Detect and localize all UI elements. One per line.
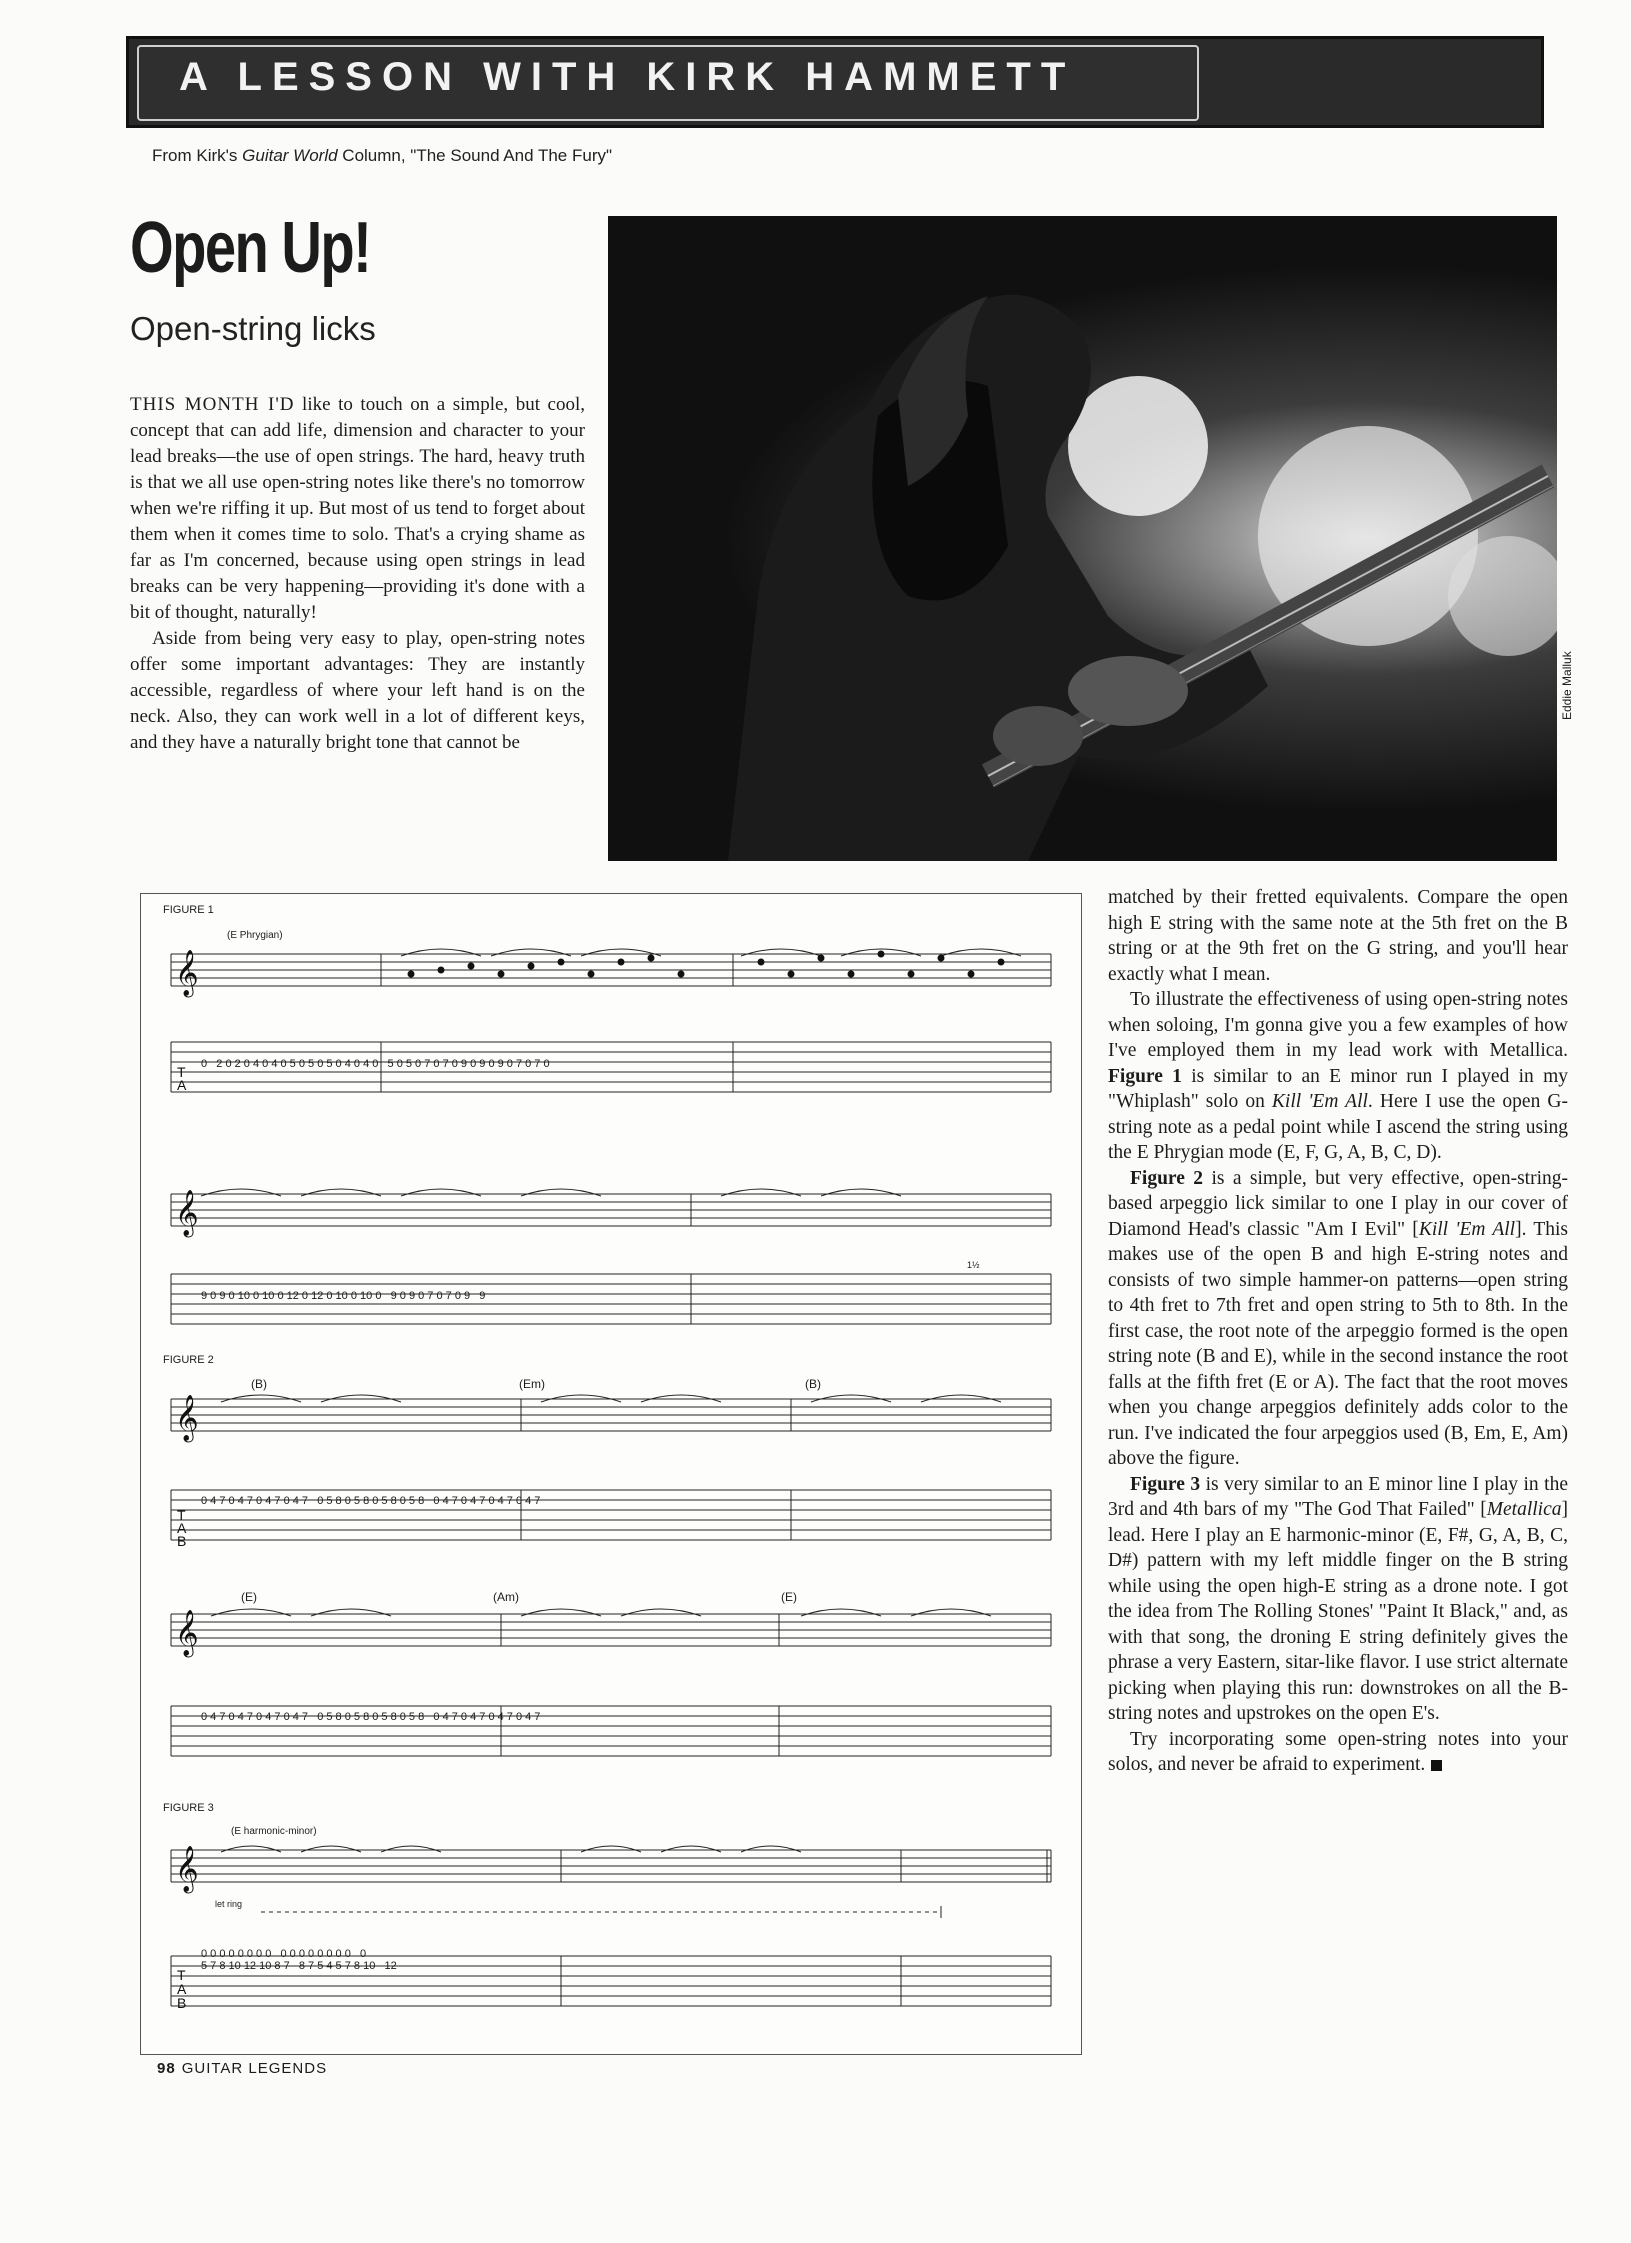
svg-text:T: T [177,1507,186,1523]
bend-marking: 1½ [967,1260,980,1270]
paragraph: Try incorporating some open-string notes into your solos, and never be afraid to experiment. [1108,1728,1568,1775]
notation-box [140,893,1082,2055]
chord-b: (B) [805,1377,821,1391]
svg-text:A: A [177,1077,187,1093]
svg-text:𝄞: 𝄞 [175,1846,199,1892]
page-number: 98 [157,2060,176,2077]
article-headline: Open Up! [130,208,371,288]
svg-text:A: A [177,1981,187,1997]
staff [171,1194,1051,1226]
lead-in: THIS MONTH I'D [130,394,295,415]
figure-3-mode: (E harmonic-minor) [231,1826,317,1837]
chord-am: (Am) [493,1590,519,1604]
figure-3-tab-b: 5 7 8 10 12 10 8 7 8 7 5 4 5 7 8 10 12 [201,1960,397,1972]
body-left-column [130,392,585,756]
figure-2-label: FIGURE 2 [163,1354,214,1366]
chord-b: (B) [251,1377,267,1391]
svg-text:T: T [177,1967,186,1983]
figure-1-label: FIGURE 1 [163,904,214,916]
body-right-column [1108,885,1568,1778]
figure-2-tab-row-1: 0 4 7 0 4 7 0 4 7 0 4 7 0 5 8 0 5 8 0 5 8 0 5 8 0 4 7 0 4 7 0 4 7 0 4 7 [201,1495,541,1507]
figure-3-label: FIGURE 3 [163,1802,214,1814]
svg-text:A: A [177,1520,187,1536]
figure-1-mode: (E Phrygian) [227,930,283,941]
chord-e: (E) [781,1590,797,1604]
svg-text:B: B [177,1995,187,2011]
page-folio [157,2060,327,2077]
end-mark [1431,1760,1442,1771]
paragraph: Figure 2 is a simple, but very effective, open-string-based arpeggio lick similar to one I play in our cover of Diamond Head's classic "Am I Evil" [Kill 'Em All]. This makes use of the open B and high E-string notes and consists of two simple hammer-on patterns—open string to 4th fret to 7th fret and open string to 5th to 8th. In the first case, the root note of the arpeggio formed is the open string note (B and E), while in the second instance the root falls at the fifth fret (E or A). The fact that the root moves when you change arpeggios definitely adds color to the run. I've indicated the four arpeggios used (B, Em, E, Am) above the figure. [1108,1167,1569,1469]
staff [171,1614,1051,1646]
svg-text:𝄞: 𝄞 [175,950,199,996]
header-banner [126,36,1544,128]
svg-text:𝄞: 𝄞 [175,1190,199,1236]
svg-text:B: B [177,1533,187,1549]
staff [171,1399,1051,1431]
article-deck: Open-string licks [130,310,376,347]
source-line: From Kirk's Guitar World Column, "The Sound And The Fury" [152,146,613,165]
banner-frame [137,45,1199,121]
svg-text:T: T [177,1064,186,1080]
photo-credit: Eddie Malluk [1560,651,1574,720]
svg-text:𝄞: 𝄞 [175,1610,199,1656]
paragraph: To illustrate the effectiveness of using open-string notes when soloing, I'm gonna give you a few examples of how I've employed them in my lead work with Metallica. Figure 1 is similar to an E minor run I played in my "Whiplash" solo on Kill 'Em All. Here I use the open G-string note as a pedal point while I ascend the string using the E Phrygian mode (E, F, G, A, B, C, D). [1108,989,1568,1163]
paragraph: matched by their fretted equivalents. Compare the open high E string with the same note at the 5th fret on the B string or at the 9th fret on the G string, and you'll hear exactly what I mean. [1108,887,1568,985]
chord-em: (Em) [519,1377,545,1391]
let-ring-marking: let ring [215,1899,243,1909]
figure-2-tab-row-2: 0 4 7 0 4 7 0 4 7 0 4 7 0 5 8 0 5 8 0 5 8 0 5 8 0 4 7 0 4 7 0 4 7 0 4 7 [201,1711,541,1723]
figure-1-tab-row-2: 9 0 9 0 10 0 10 0 12 0 12 0 10 0 10 0 9 0 9 0 7 0 7 0 9 9 [201,1290,486,1302]
staff [171,954,1051,986]
figure-1-tab-row-1: 0 2 0 2 0 4 0 4 0 5 0 5 0 5 0 4 0 4 0 5 0 5 0 7 0 7 0 9 0 9 0 9 0 7 0 7 0 [201,1058,550,1070]
paragraph: Figure 3 is very similar to an E minor line I play in the 3rd and 4th bars of my "The God That Failed" [Metallica] lead. Here I play an E harmonic-minor (E, F#, G, A, B, C, D#) pattern with my left middle finger on the B string while using the open high-E string as a drone note. I got the idea from The Rolling Stones' "Paint It Black," and, as with that song, the droning E string definitely gives the phrase a very Eastern, sitar-like flavor. I use strict alternate picking when playing this run: downstrokes on all the B-string notes and upstrokes on the open E's. [1108,1473,1568,1724]
banner-title: A LESSON WITH KIRK HAMMETT [179,55,1076,99]
magazine-title: GUITAR LEGENDS [181,2060,328,2077]
svg-text:𝄞: 𝄞 [175,1395,199,1441]
figure-3-tab-top: 0 0 0 0 0 0 0 0 0 0 0 0 0 0 0 0 0 [201,1948,367,1960]
concert-photo [608,216,1557,861]
chord-e: (E) [241,1590,257,1604]
paragraph: Aside from being very easy to play, open-string notes offer some important advantages: They are instantly accessible, regardless of where your left hand is on the neck. Also, they can work well in a lot of different keys, and they have a naturally bright tone that cannot be [130,628,585,753]
paragraph: THIS MONTH I'D like to touch on a simple, but cool, concept that can add life, dimension and character to your lead breaks—the use of open strings. The hard, heavy truth is that we all use open-string notes like there's no tomorrow when we're riffing it up. But most of us tend to forget about them when it comes time to solo. That's a crying shame as far as I'm concerned, because using open strings in lead breaks can be very happening—providing it's done with a bit of thought, naturally! [130,394,586,623]
staff [171,1850,1051,1882]
